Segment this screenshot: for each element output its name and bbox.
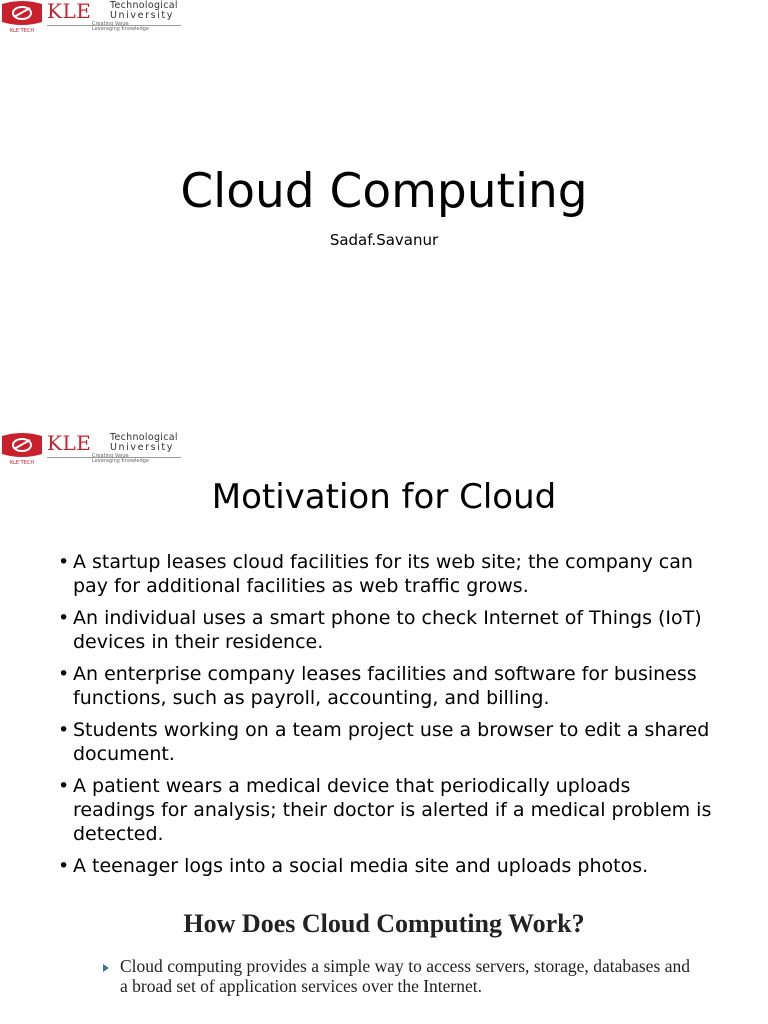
- bullet-dot-icon: •: [58, 551, 70, 573]
- logo-line1: Technological: [110, 0, 178, 11]
- kle-logo: [0, 432, 190, 468]
- logo-brand: KLE: [47, 431, 92, 455]
- bullet-dot-icon: •: [58, 663, 70, 685]
- logo-tagline2: Leveraging Knowledge: [92, 26, 149, 32]
- logo-tagline2: Leveraging Knowledge: [92, 458, 149, 464]
- badge-text: KLE TECH: [9, 28, 35, 34]
- triangle-bullet-icon: [103, 964, 109, 972]
- bullet-dot-icon: •: [58, 775, 70, 797]
- logo-divider: [47, 25, 181, 26]
- bullet-item: [58, 550, 718, 598]
- badge-text: KLE TECH: [9, 460, 35, 466]
- logo-tagline1: Creating Value: [92, 453, 129, 459]
- kle-logo: [0, 0, 190, 36]
- bullet-item: [58, 854, 718, 878]
- kle-badge-icon: [0, 432, 44, 466]
- logo-divider: [47, 457, 181, 458]
- logo-line1: Technological: [110, 432, 178, 443]
- slide-title: Motivation for Cloud: [211, 477, 557, 517]
- bullet-text: Students working on a team project use a browser to edit a shared document.: [73, 719, 710, 765]
- slide-title: Cloud Computing: [180, 164, 588, 219]
- bullet-text: An individual uses a smart phone to check Internet of Things (IoT) devices in their residence.: [73, 607, 702, 653]
- slide-3: [0, 878, 768, 1024]
- slide-title: How Does Cloud Computing Work?: [183, 909, 585, 938]
- bullet-text: Cloud computing provides a simple way to access servers, storage, databases and a broad set of application services over the Internet.: [120, 956, 690, 996]
- bullet-text: A patient wears a medical device that periodically uploads readings for analysis; their doctor is alerted if a medical problem is detected.: [73, 775, 712, 845]
- logo-line2: University: [110, 10, 174, 21]
- bullet-item: [58, 606, 718, 654]
- slide-1: [0, 0, 768, 400]
- bullet-text: A teenager logs into a social media site and uploads photos.: [73, 855, 649, 877]
- bullet-dot-icon: •: [58, 719, 70, 741]
- bullet-item: [58, 774, 718, 846]
- bullet-dot-icon: •: [58, 607, 70, 629]
- bullet-item: [58, 718, 718, 766]
- slide-2: [0, 400, 768, 878]
- logo-line2: University: [110, 442, 174, 453]
- kle-badge-icon: [0, 0, 44, 34]
- bullet-text: A startup leases cloud facilities for its web site; the company can pay for additional facilities as web traffic grows.: [73, 551, 693, 597]
- logo-brand: KLE: [47, 0, 92, 23]
- slide-author: Sadaf.Savanur: [329, 231, 439, 249]
- bullet-list: [58, 550, 718, 878]
- bullet-text: An enterprise company leases facilities and software for business functions, such as payroll, accounting, and billing.: [73, 663, 697, 709]
- logo-tagline1: Creating Value: [92, 21, 129, 27]
- bullet-item: [58, 662, 718, 710]
- bullet-dot-icon: •: [58, 855, 70, 877]
